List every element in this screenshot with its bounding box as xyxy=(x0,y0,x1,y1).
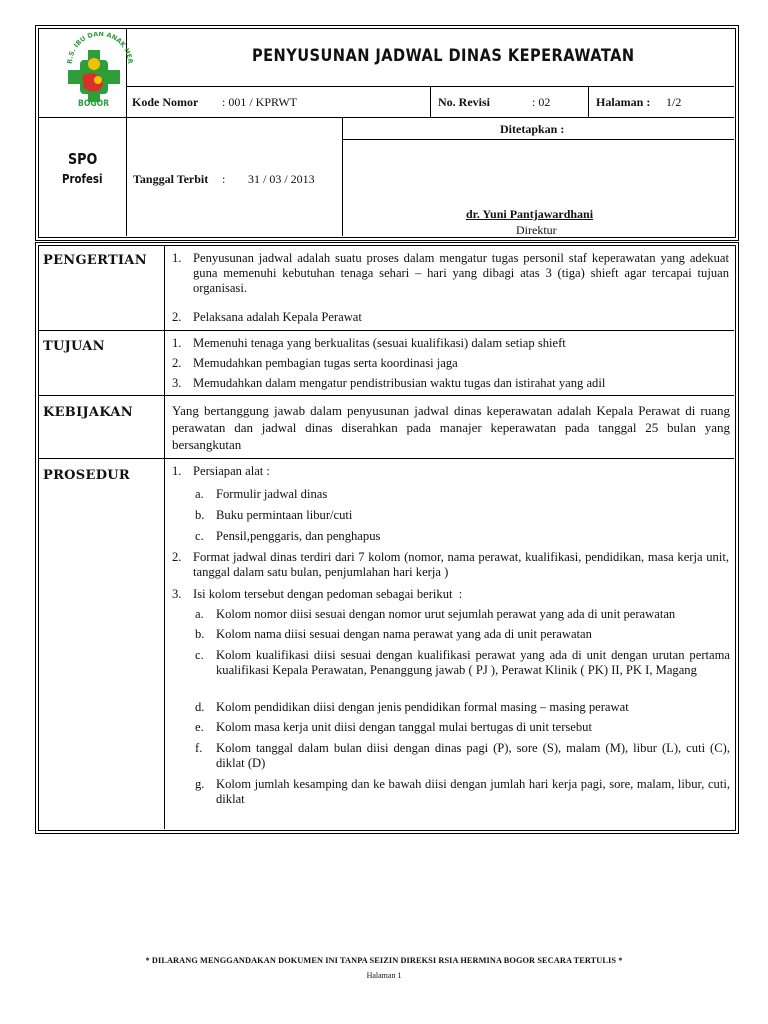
tujuan-item-3: Memudahkan dalam mengatur pendistribusian waktu tugas dan istirahat yang adil xyxy=(193,376,606,390)
step1-item-a: Formulir jadwal dinas xyxy=(216,487,328,501)
section-kebijakan-label: KEBIJAKAN xyxy=(43,405,133,420)
signer-title: Direktur xyxy=(516,223,557,237)
document-title: PENYUSUNAN JADWAL DINAS KEPERAWATAN xyxy=(252,46,635,66)
tanggal-colon: : xyxy=(222,172,226,186)
logo-caption: BOGOR xyxy=(78,99,110,109)
section-pengertian-label: PENGERTIAN xyxy=(43,253,147,268)
footer-page-number: Halaman 1 xyxy=(366,971,402,980)
step3-item-g-letter: g. xyxy=(195,777,205,791)
kode-nomor-label: Kode Nomor xyxy=(132,95,199,109)
section-prosedur-label: PROSEDUR xyxy=(43,468,131,483)
pengertian-item-2: Pelaksana adalah Kepala Perawat xyxy=(193,310,362,324)
ditetapkan-label: Ditetapkan : xyxy=(500,122,565,136)
prosedur-step-1-number: 1. xyxy=(172,464,182,478)
step3-item-f: Kolom tanggal dalam bulan diisi dengan dinas pagi (P), sore (S), malam (M), libur (L), cuti (C), diklat (D) xyxy=(216,741,730,770)
tanggal-terbit-label: Tanggal Terbit xyxy=(133,172,209,186)
step3-item-c: Kolom kualifikasi diisi sesuai dengan kualifikasi perawat yang ada di unit dengan urutan pertama kualifikasi Kepala Perawatan, Penanggung jawab ( PJ ), Perawat Klinik ( PK) II, PK I, Magang xyxy=(216,648,730,677)
step3-item-c-letter: c. xyxy=(195,648,204,662)
pengertian-item-2-number: 2. xyxy=(172,310,182,324)
svg-text:R.S. IBU DAN ANAK HERMINA: R.S. IBU DAN ANAK HER xyxy=(65,32,135,65)
kebijakan-text: Yang bertanggung jawab dalam penyusunan jadwal dinas keperawatan adalah Kepala Perawat di ruang perawatan dan jadwal dinas diserahkan pada manajer keperawatan pada tanggal 25 bulan yang bersangkutan xyxy=(172,403,730,452)
prosedur-step-3: Isi kolom tersebut dengan pedoman sebagai berikut : xyxy=(193,587,463,601)
step3-item-b: Kolom nama diisi sesuai dengan nama perawat yang ada di unit perawatan xyxy=(216,627,592,641)
pengertian-item-1: Penyusunan jadwal adalah suatu proses dalam mengatur tugas personil staf keperawatan yang adekuat guna memenuhi kebutuhan tenaga sehari – hari yang dibagi atas 3 (tiga) shieft agar tercapai tujuan organisasi. xyxy=(193,251,729,295)
step3-item-a: Kolom nomor diisi sesuai dengan nomor urut sejumlah perawat yang ada di unit perawatan xyxy=(216,607,676,621)
step3-item-e: Kolom masa kerja unit diisi dengan tanggal mulai bertugas di unit tersebut xyxy=(216,720,592,734)
halaman-label: Halaman : xyxy=(596,95,651,109)
prosedur-step-2: Format jadwal dinas terdiri dari 7 kolom (nomor, nama perawat, kualifikasi, pendidikan, masa kerja unit, tanggal dalam satu bulan, penjumlahan hari kerja ) xyxy=(193,550,729,579)
pengertian-item-1-number: 1. xyxy=(172,251,182,265)
prosedur-step-3-number: 3. xyxy=(172,587,182,601)
step1-item-b: Buku permintaan libur/cuti xyxy=(216,508,353,522)
step1-item-c: Pensil,penggaris, dan penghapus xyxy=(216,529,381,543)
tujuan-item-2: Memudahkan pembagian tugas serta koordinasi jaga xyxy=(193,356,458,370)
profesi-label: Profesi xyxy=(62,172,103,186)
step3-item-g: Kolom jumlah kesamping dan ke bawah diisi dengan jumlah hari kerja pagi, sore, malam, libur, cuti, diklat xyxy=(216,777,730,806)
step3-item-b-letter: b. xyxy=(195,627,205,641)
step3-item-d-letter: d. xyxy=(195,700,205,714)
no-revisi-label: No. Revisi xyxy=(438,95,490,109)
step1-item-a-letter: a. xyxy=(195,487,204,501)
prosedur-step-1: Persiapan alat : xyxy=(193,464,270,478)
step3-item-f-letter: f. xyxy=(195,741,203,755)
step3-item-d: Kolom pendidikan diisi dengan jenis pendidikan formal masing – masing perawat xyxy=(216,700,629,714)
step3-item-e-letter: e. xyxy=(195,720,204,734)
step3-item-a-letter: a. xyxy=(195,607,204,621)
section-tujuan-label: TUJUAN xyxy=(43,339,105,354)
tujuan-item-3-number: 3. xyxy=(172,376,182,390)
tanggal-terbit-value: 31 / 03 / 2013 xyxy=(248,172,315,186)
no-revisi-value: : 02 xyxy=(532,95,551,109)
footer-warning: * DILARANG MENGGANDAKAN DOKUMEN INI TANPA SEIZIN DIREKSI RSIA HERMINA BOGOR SECARA TERTULIS * xyxy=(145,956,623,965)
kode-nomor-value: : 001 / KPRWT xyxy=(222,95,298,109)
step1-item-c-letter: c. xyxy=(195,529,204,543)
step1-item-b-letter: b. xyxy=(195,508,205,522)
spo-label: SPO xyxy=(68,150,98,168)
prosedur-step-2-number: 2. xyxy=(172,550,182,564)
tujuan-item-1-number: 1. xyxy=(172,336,182,350)
tujuan-item-1: Memenuhi tenaga yang berkualitas (sesuai kualifikasi) dalam setiap shieft xyxy=(193,336,566,350)
halaman-value: 1/2 xyxy=(666,95,682,109)
signer-name: dr. Yuni Pantjawardhani xyxy=(466,207,594,221)
tujuan-item-2-number: 2. xyxy=(172,356,182,370)
